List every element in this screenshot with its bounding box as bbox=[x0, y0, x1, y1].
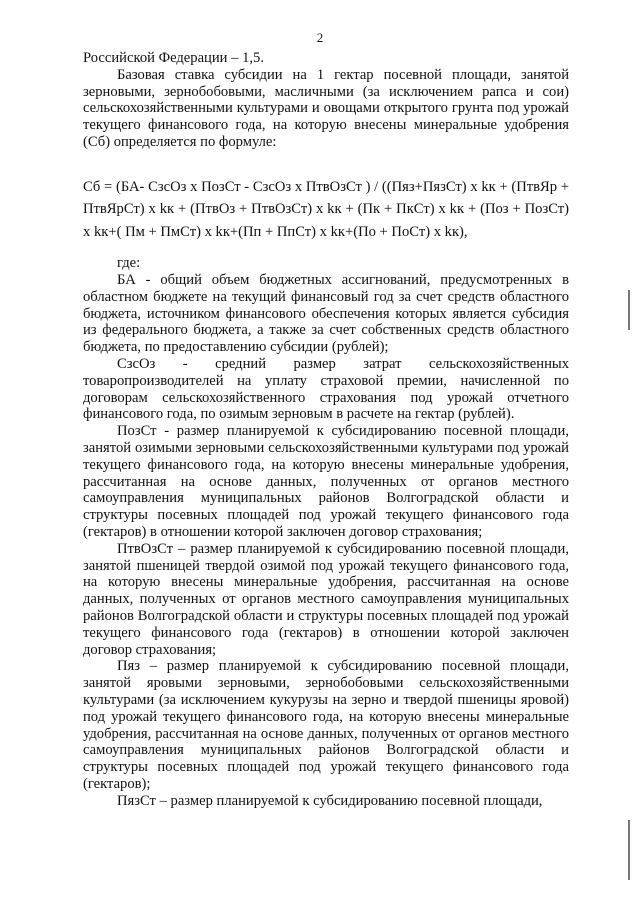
subsidy-formula: Сб = (БА- СзсОз х ПозСт - СзсОз х ПтвОзСт ) / ((Пяз+ПязСт) х kк + (ПтвЯр + ПтвЯрСт) х kк + (ПтвОз + ПтвОзСт) х kк + (Пк + ПкСт) х kк + (Поз + ПозСт) х kк+( Пм + ПмСт) х kк+(Пп + ПпСт) х kк+(По + ПоСт) х kк), bbox=[83, 178, 569, 240]
definition-pyaz: Пяз – размер планируемой к субсидированию посевной площади, занятой яровыми зерновыми, зернобобовыми сельскохозяйственными культурами (за исключением кукурузы на зерно и твердой пшеницы яровой) под урожай текущего финансового года, на которую внесены минеральные удобрения, рассчитанная на основе данных, полученных от органов местного самоуправления муниципальных районов Волгоградской области и структуры посевных площадей под урожай текущего финансового года (гектаров); bbox=[83, 658, 569, 792]
definition-ptvozst: ПтвОзСт – размер планируемой к субсидированию посевной площади, занятой пшеницей твердой озимой под урожай текущего финансового года, на которую внесены минеральные удобрения, рассчитанная на основе данных, полученных от органов местного самоуправления муниципальных районов Волгоградской области и структуры посевных площадей под урожай текущего финансового года (гектаров) в отношении которой заключен договор страхования; bbox=[83, 540, 569, 658]
where-label: где: bbox=[117, 255, 141, 272]
scan-edge-mark bbox=[628, 290, 630, 330]
scan-edge-mark bbox=[628, 820, 630, 880]
definition-czsoz: СзсОз - средний размер затрат сельскохозяйственных товаропроизводителей на уплату страховой премии, начисленной по договорам сельскохозяйственного страхования под урожай отчетного финансового года, по озимым зерновым в расчете на гектар (рублей). bbox=[83, 356, 569, 423]
definition-pozst: ПозСт - размер планируемой к субсидированию посевной площади, занятой озимыми зерновыми сельскохозяйственными культурами под урожай текущего финансового года, на которую внесены минеральные удобрения, рассчитанная на основе данных, полученных от органов местного самоуправления муниципальных районов Волгоградской области и структуры посевных площадей под урожай текущего финансового года (гектаров) в отношении которой заключен договор страхования; bbox=[83, 423, 569, 541]
paragraph-base-rate: Базовая ставка субсидии на 1 гектар посевной площади, занятой зерновыми, зернобобовыми, масличными (за исключением рапса и сои) сельскохозяйственными культурами и овощами открытого грунта под урожай текущего финансового года, на которую внесены минеральные удобрения (Сб) определяется по формуле: bbox=[83, 66, 569, 150]
paragraph-continuation: Российской Федерации – 1,5. bbox=[83, 50, 264, 66]
definition-pyazst: ПязСт – размер планируемой к субсидированию посевной площади, bbox=[117, 792, 543, 809]
definition-ba: БА - общий объем бюджетных ассигнований, предусмотренных в областном бюджете на текущий финансовый год за счет средств областного бюджета, источником финансового обеспечения которых является субсидия из федерального бюджета, а также за счет собственных средств областного бюджета, по предоставлению субсидии (рублей); bbox=[83, 272, 569, 356]
page-number: 2 bbox=[316, 30, 324, 45]
document-body bbox=[83, 50, 569, 810]
